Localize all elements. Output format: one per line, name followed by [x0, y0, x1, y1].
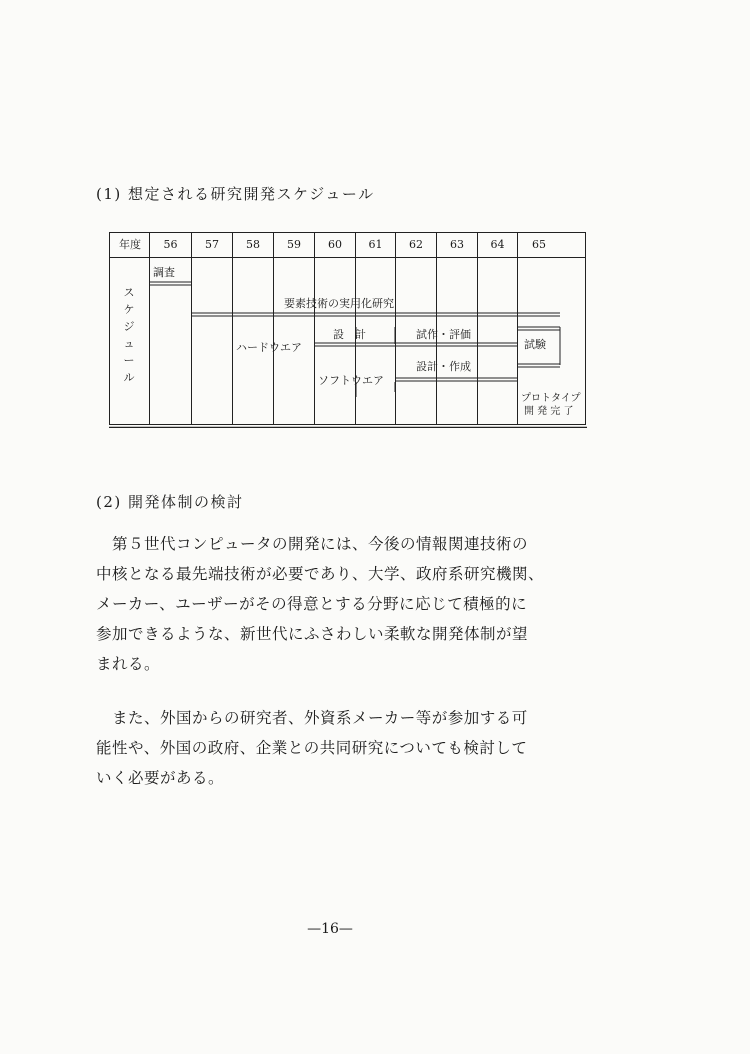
paragraph-line: 第５世代コンピュータの開発には、今後の情報関連技術の	[96, 535, 529, 553]
hw-prototype-label: 試作・評価	[416, 328, 471, 341]
year-64: 64	[490, 238, 505, 251]
year-60: 60	[328, 238, 342, 251]
side-label-char: ケ	[123, 303, 135, 316]
side-label-char: ル	[123, 371, 135, 384]
page-number: —16—	[307, 921, 353, 937]
section2-heading: (2) 開発体制の検討	[96, 493, 244, 511]
schedule-side-label	[111, 284, 147, 386]
side-label-char: ュ	[123, 337, 135, 350]
hardware-label: ハードウエア	[236, 341, 302, 354]
milestone-label-2: 開 発 完 了	[524, 406, 574, 417]
year-59: 59	[287, 238, 301, 251]
side-label-char: ジ	[123, 320, 135, 333]
year-61: 61	[368, 238, 383, 251]
year-58: 58	[246, 238, 260, 251]
year-63: 63	[450, 238, 464, 251]
side-label-char: ー	[123, 354, 135, 367]
sw-design-label: 設計・作成	[416, 360, 471, 373]
test-label: 試験	[524, 338, 546, 351]
paragraph-line: 中核となる最先端技術が必要であり、大学、政府系研究機関、	[96, 565, 545, 583]
software-label: ソフトウエア	[318, 374, 384, 387]
paragraph-1	[96, 529, 544, 679]
header-corner-label: 年度	[119, 238, 141, 251]
milestone-label-1: プロトタイプ	[521, 393, 581, 404]
paragraph-line: また、外国からの研究者、外資系メーカー等が参加する可	[96, 709, 528, 727]
survey-label: 調査	[153, 266, 175, 279]
schedule-table	[109, 232, 587, 428]
paragraph-line: まれる。	[96, 655, 161, 673]
paragraph-2	[96, 703, 528, 793]
section1-heading: (1) 想定される研究開発スケジュール	[96, 185, 375, 203]
practical-research-label: 要素技術の実用化研究	[284, 297, 394, 310]
hw-design-label: 設 計	[333, 328, 366, 341]
paragraph-line: 参加できるような、新世代にふさわしい柔軟な開発体制が望	[96, 625, 529, 643]
year-56: 56	[163, 238, 178, 251]
year-65: 65	[532, 238, 546, 251]
paragraph-line: メーカー、ユーザーがその得意とする分野に応じて積極的に	[96, 595, 528, 613]
paragraph-line: いく必要がある。	[96, 769, 225, 787]
year-62: 62	[409, 238, 423, 251]
paragraph-line: 能性や、外国の政府、企業との共同研究についても検討して	[96, 739, 528, 757]
year-57: 57	[205, 238, 219, 251]
side-label-char: ス	[123, 286, 135, 299]
